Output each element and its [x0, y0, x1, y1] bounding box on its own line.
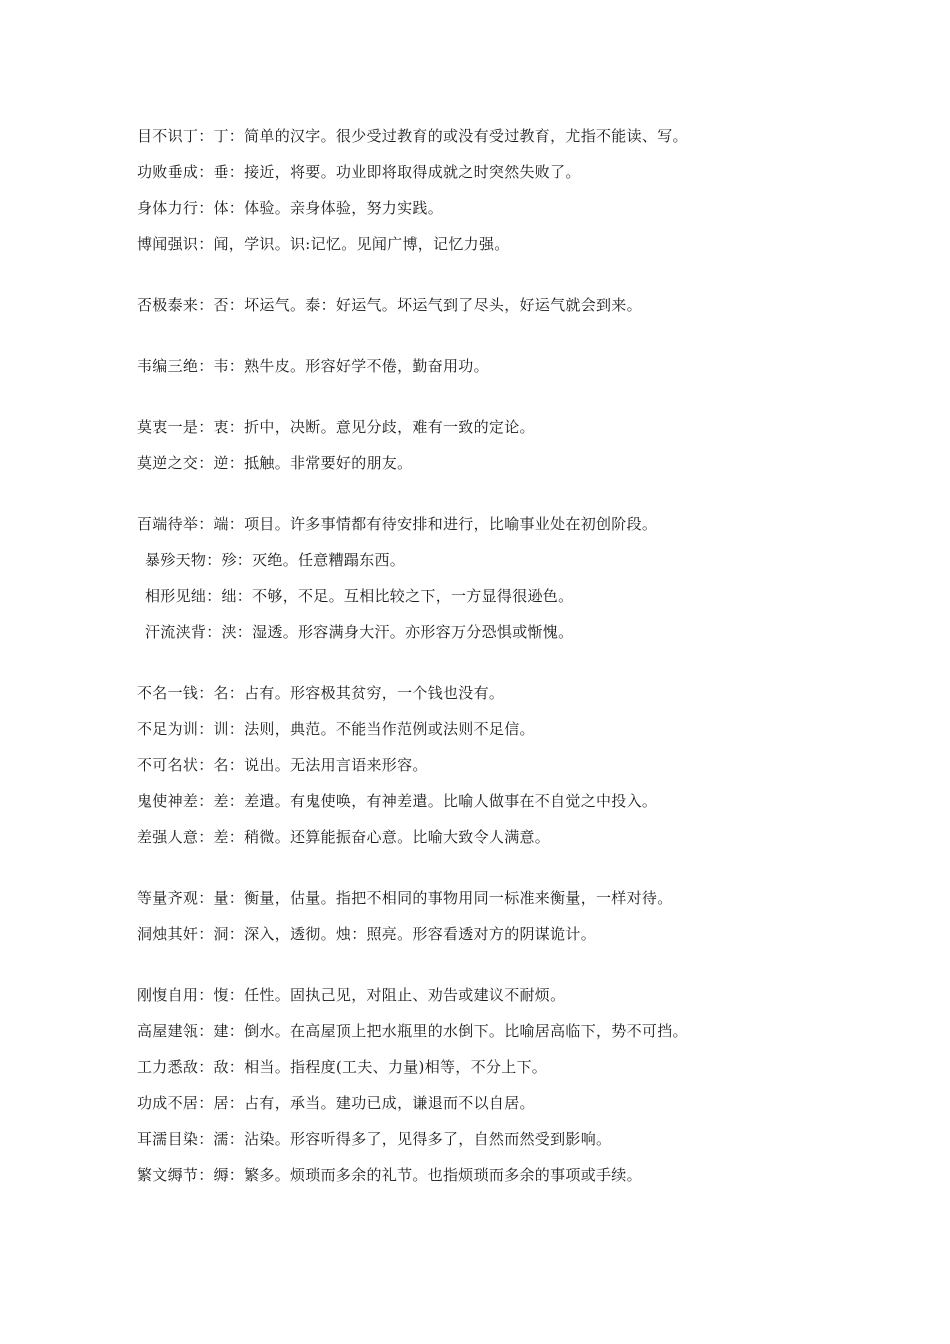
idiom-entry: 否极泰来：否：坏运气。泰：好运气。坏运气到了尽头，好运气就会到来。	[137, 296, 642, 314]
idiom-entry: 莫逆之交：逆：抵触。非常要好的朋友。	[137, 454, 413, 472]
idiom-entry: 汗流浃背：浃：湿透。形容满身大汗。亦形容万分恐惧或惭愧。	[145, 623, 574, 641]
idiom-entry: 相形见绌：绌：不够，不足。互相比较之下，一方显得很逊色。	[145, 587, 574, 605]
idiom-entry: 不足为训：训：法则，典范。不能当作范例或法则不足信。	[137, 720, 535, 738]
idiom-entry: 繁文缛节：缛：繁多。烦琐而多余的礼节。也指烦琐而多余的事项或手续。	[137, 1166, 642, 1184]
idiom-entry: 莫衷一是：衷：折中，决断。意见分歧，难有一致的定论。	[137, 418, 535, 436]
idiom-entry: 差强人意：差：稍微。还算能振奋心意。比喻大致令人满意。	[137, 828, 551, 846]
idiom-entry: 洞烛其奸：洞：深入，透彻。烛：照亮。形容看透对方的阴谋诡计。	[137, 925, 597, 943]
idiom-entry: 耳濡目染：濡：沾染。形容听得多了，见得多了，自然而然受到影响。	[137, 1130, 612, 1148]
idiom-entry: 百端待举：端：项目。许多事情都有待安排和进行，比喻事业处在初创阶段。	[137, 515, 658, 533]
idiom-entry: 不可名状：名：说出。无法用言语来形容。	[137, 756, 428, 774]
idiom-entry: 鬼使神差：差：差遣。有鬼使唤，有神差遣。比喻人做事在不自觉之中投入。	[137, 792, 658, 810]
idiom-entry: 等量齐观：量：衡量，估量。指把不相同的事物用同一标准来衡量，一样对待。	[137, 889, 673, 907]
idiom-entry: 高屋建瓴：建：倒水。在高屋顶上把水瓶里的水倒下。比喻居高临下，势不可挡。	[137, 1022, 688, 1040]
idiom-entry: 韦编三绝：韦：熟牛皮。形容好学不倦，勤奋用功。	[137, 357, 489, 375]
idiom-entry: 暴殄天物：殄：灭绝。任意糟蹋东西。	[145, 551, 406, 569]
idiom-entry: 不名一钱：名：占有。形容极其贫穷，一个钱也没有。	[137, 684, 505, 702]
idiom-entry: 刚愎自用：愎：任性。固执己见，对阻止、劝告或建议不耐烦。	[137, 986, 566, 1004]
idiom-entry: 功败垂成：垂：接近，将要。功业即将取得成就之时突然失败了。	[137, 163, 581, 181]
idiom-entry: 工力悉敌：敌：相当。指程度(工夫、力量)相等，不分上下。	[137, 1058, 548, 1076]
idiom-entry: 功成不居：居：占有，承当。建功已成，谦退而不以自居。	[137, 1094, 535, 1112]
idiom-entry: 博闻强识：闻，学识。识:记忆。见闻广博，记忆力强。	[137, 235, 510, 253]
idiom-entry: 目不识丁：丁：简单的汉字。很少受过教育的或没有受过教育，尤指不能读、写。	[137, 127, 688, 145]
idiom-entry: 身体力行：体：体验。亲身体验，努力实践。	[137, 199, 444, 217]
